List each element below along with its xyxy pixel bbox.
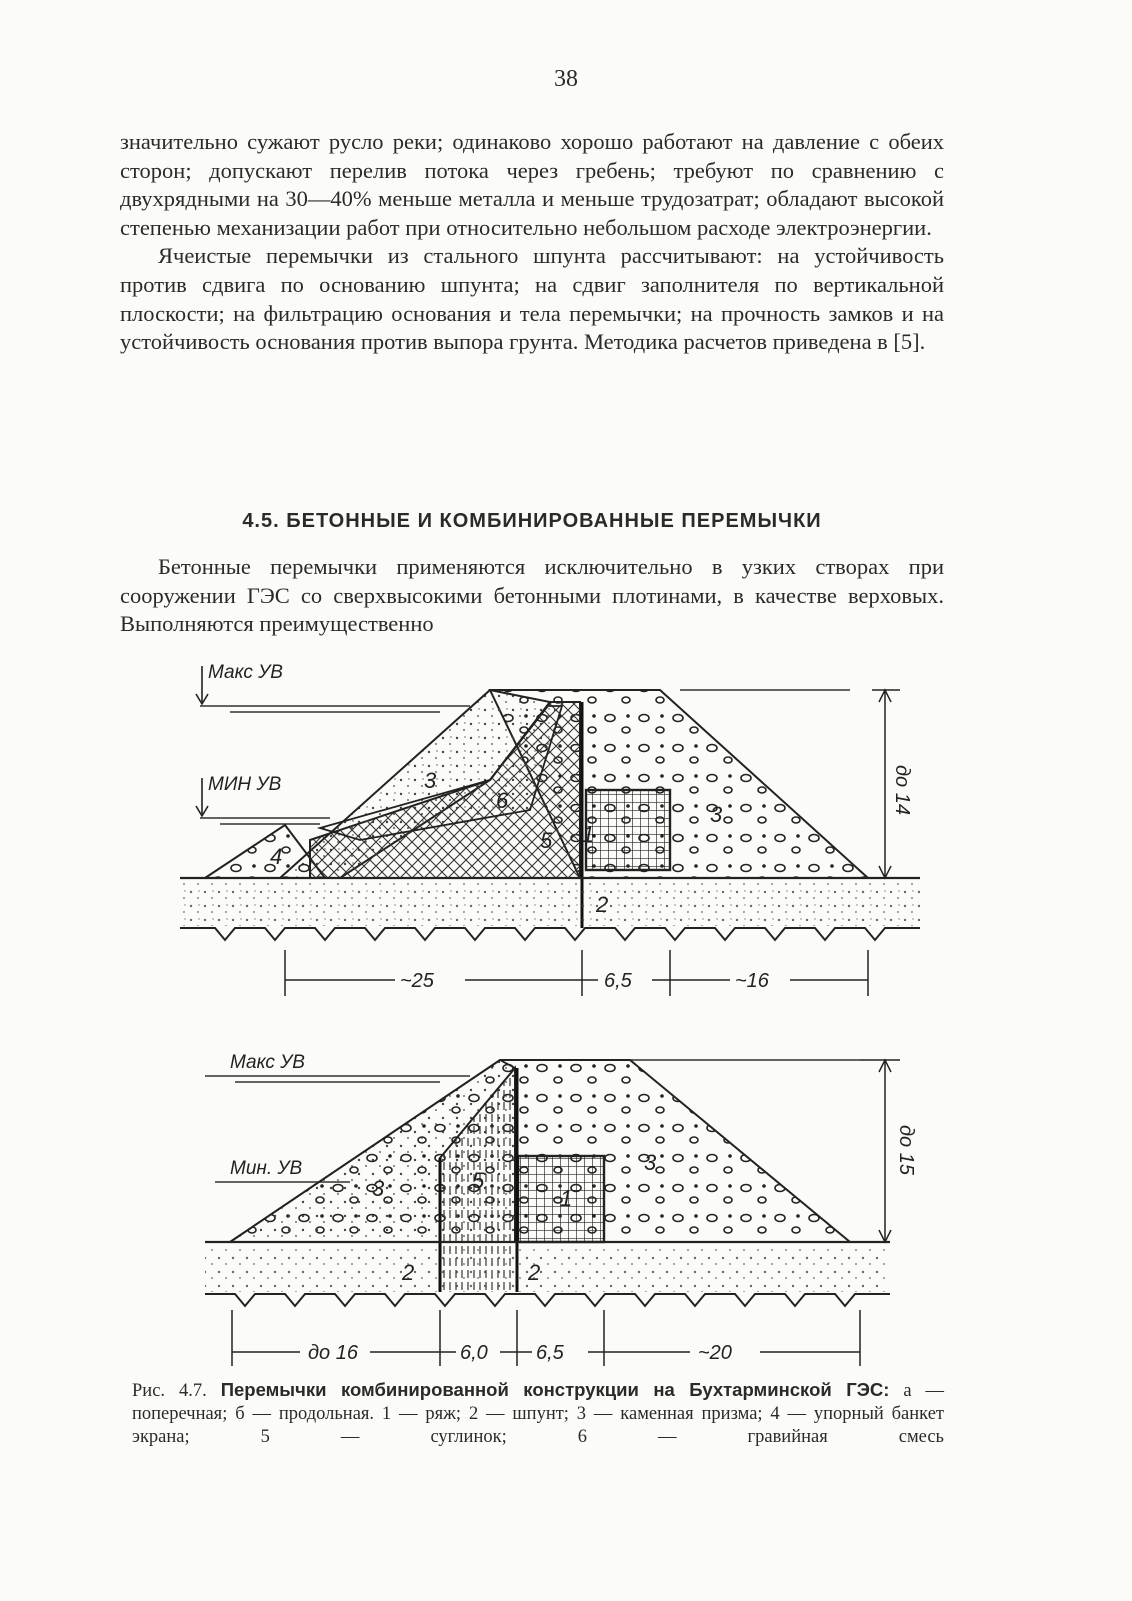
zone-label-2-right: 2 (528, 1260, 541, 1285)
caption-title: Перемычки комбинированной конструкции на Бухтарминской ГЭС: (220, 1379, 890, 1400)
zone-label-3-right-b: 3 (644, 1150, 657, 1175)
zone-label-4: 4 (270, 844, 283, 869)
zone-label-6: 6 (496, 788, 509, 813)
zone-label-2: 2 (596, 892, 609, 917)
page-number: 38 (554, 66, 578, 92)
caption-label: Рис. 4.7. (132, 1381, 207, 1401)
ground-bedrock-line-b (205, 1294, 890, 1306)
paragraph-1: значительно сужают русло реки; одинаково хорошо работают на давление с обеих сторон; допускают перелив потока через гребень; требуют по сравнению с двухрядными на 30—40% меньше металла и меньше трудозатрат; обладают высокой степенью механизации работ при относительно небольшом расходе электроэнергии. (120, 129, 944, 240)
zone-label-3-left: 3 (424, 768, 437, 793)
height-label-b: до 15 (895, 1125, 917, 1175)
ground-bedrock-line (180, 928, 920, 940)
width-dimensions (285, 950, 868, 996)
zone-label-1-b: 1 (560, 1186, 573, 1211)
section-title: 4.5. БЕТОННЫЕ И КОМБИНИРОВАННЫЕ ПЕРЕМЫЧКИ (242, 510, 822, 532)
height-label: до 14 (891, 765, 913, 815)
paragraph-3: Бетонные перемычки применяются исключительно в узких створах при сооружении ГЭС со сверхвысокими бетонными плотинами, в качестве верховых. Выполняются преимущественно (120, 554, 944, 637)
zone-label-5: 5 (540, 828, 553, 853)
dim-label-b-4: ~20 (698, 1342, 732, 1364)
caption-legend: а — поперечная; б — продольная. 1 — ряж; 2 — шпунт; 3 — каменная призма; 4 — упорный банкет экрана; 5 — суглинок; 6 — гравийная смесь (132, 1381, 944, 1447)
stop-berm (205, 825, 325, 878)
zone-label-1: 1 (582, 822, 595, 847)
figure-a-cross-section (160, 650, 960, 1020)
max-level-marker (196, 662, 283, 704)
body-text (120, 128, 944, 357)
zone-label-5-b: 5 (472, 1168, 485, 1193)
paragraph-2: Ячеистые перемычки из стального шпунта рассчитывают: на устойчивость против сдвига по основанию шпунта; на сдвиг заполнителя по вертикальной плоскости; на фильтрацию основания и тела перемычки; на прочность замков и на устойчивость основания против выпора грунта. Методика расчетов приведена в [5]. (120, 243, 944, 355)
min-level-marker (196, 774, 282, 816)
dim-label-3: ~16 (735, 970, 769, 992)
figure-caption (132, 1378, 944, 1449)
height-dimension-b (860, 1060, 917, 1242)
zone-label-3-left-b: 3 (372, 1176, 385, 1201)
zone-label-2-left: 2 (402, 1260, 415, 1285)
crib-1 (586, 790, 670, 870)
min-level-label-b: Мин. УВ (230, 1158, 303, 1179)
dim-label-1: ~25 (400, 970, 434, 992)
dim-label-b-1: до 16 (308, 1342, 358, 1364)
max-level-label: Макс УВ (208, 662, 283, 683)
figure-b-cross-section (160, 1030, 960, 1375)
dim-label-2: 6,5 (604, 970, 632, 992)
zone-label-3-right: 3 (710, 802, 723, 827)
height-dimension (872, 690, 913, 878)
max-level-label-b: Макс УВ (230, 1052, 305, 1073)
min-level-label: МИН УВ (208, 774, 282, 795)
dim-label-b-2: 6,0 (460, 1342, 488, 1364)
body-text-2 (120, 553, 944, 639)
dim-label-b-3: 6,5 (536, 1342, 564, 1364)
